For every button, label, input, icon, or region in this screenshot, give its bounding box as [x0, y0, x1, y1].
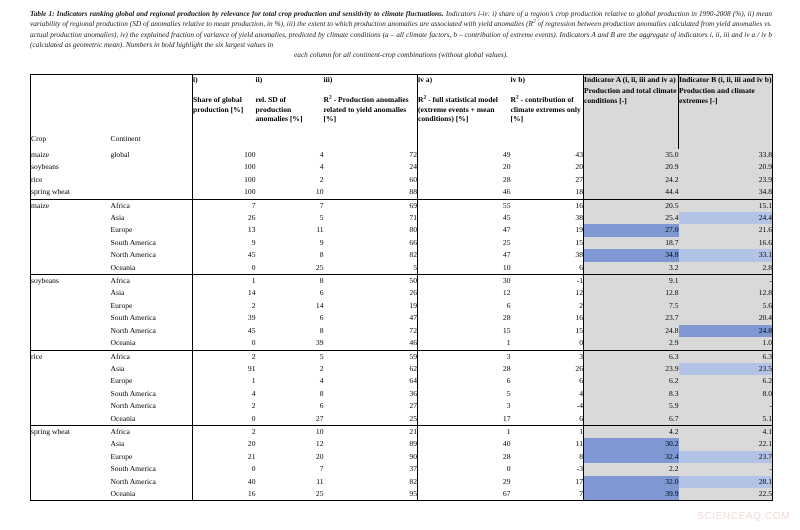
- cell-ii: 2: [319, 363, 324, 373]
- cell-B: 22.1: [679, 438, 773, 450]
- cell-i: 1: [193, 375, 256, 387]
- watermark: SCIENCEAQ.COM: [697, 511, 790, 522]
- cell-ivb: 1: [511, 425, 584, 438]
- cell-ii: 8: [319, 325, 324, 335]
- cell-iva: 6: [418, 300, 511, 312]
- cell-iii: 24: [409, 162, 417, 172]
- table-row: [31, 287, 773, 299]
- cell-ii: 2: [319, 174, 324, 184]
- header-col-i-text: Share of global production [%]: [193, 95, 244, 114]
- cell-iii: 60: [409, 174, 417, 184]
- header-col-iii-sup: 2: [328, 94, 332, 101]
- cell-A: 32.4: [584, 451, 679, 463]
- table-row: [31, 325, 773, 337]
- cell-ii: 20: [315, 451, 324, 461]
- header-col-iii-roman: iii): [323, 75, 333, 84]
- table-row: [31, 249, 773, 261]
- cell-continent: South America: [110, 313, 156, 323]
- cell-continent: Asia: [110, 213, 125, 223]
- cell-B: 34.8: [679, 186, 773, 199]
- table-row: [31, 312, 773, 324]
- cell-continent: Europe: [110, 376, 133, 386]
- cell-B: -: [679, 463, 773, 475]
- cell-ivb: 12: [575, 288, 583, 298]
- cell-B: 22.5: [679, 488, 773, 501]
- table-body: [31, 149, 773, 501]
- cell-iva: 67: [418, 488, 511, 501]
- cell-continent: South America: [110, 237, 156, 247]
- cell-iii: 36: [409, 388, 417, 398]
- cell-A: 25.4: [584, 212, 679, 224]
- cell-iva: 1: [418, 425, 511, 438]
- table-row: [31, 388, 773, 400]
- cell-iva: 29: [418, 476, 511, 488]
- caption-superscript-1: 2: [532, 18, 536, 25]
- cell-iii: 25: [409, 413, 417, 423]
- cell-iva: 55: [418, 199, 511, 212]
- cell-ivb: 20: [575, 162, 583, 172]
- table-row: [31, 149, 773, 161]
- cell-A: 23.7: [584, 312, 679, 324]
- cell-iii: 89: [409, 439, 417, 449]
- cell-ivb: 0: [579, 338, 583, 348]
- cell-A: 6.7: [584, 413, 679, 426]
- cell-B: -: [679, 275, 773, 288]
- cell-i: 40: [193, 476, 256, 488]
- cell-iii: 88: [409, 187, 417, 197]
- cell-iii: 71: [409, 213, 417, 223]
- cell-iva: 17: [418, 413, 511, 426]
- cell-B: 6.2: [679, 375, 773, 387]
- cell-i: 16: [193, 488, 256, 501]
- cell-ivb: 43: [575, 150, 583, 159]
- cell-continent: Africa: [111, 275, 193, 288]
- caption-body-1: Indicators i-iv: i) share of a region’s crop production relative to global production in 1990-2008 (%), ii) mean variability of regional production (SD of anomalies relative to mean production, in %), iii) the extent to which production anomalies are associated with yield anomalies (R: [30, 9, 772, 29]
- cell-iva: 28: [418, 451, 511, 463]
- cell-A: 8.3: [584, 388, 679, 400]
- indicators-table: [30, 74, 773, 501]
- header-col-i-roman: i): [193, 75, 198, 84]
- table-row: [31, 476, 773, 488]
- cell-ii: 4: [319, 376, 324, 386]
- table-row: [31, 451, 773, 463]
- cell-iva: 30: [418, 275, 511, 288]
- table-header: [31, 75, 773, 150]
- cell-ii: 10: [315, 187, 324, 197]
- cell-iva: 49: [418, 149, 511, 161]
- cell-iva: 10: [418, 262, 511, 275]
- cell-B: 8.0: [679, 388, 773, 400]
- cell-A: 9.1: [584, 275, 679, 288]
- cell-ivb: 17: [575, 476, 583, 486]
- cell-A: 30.2: [584, 438, 679, 450]
- cell-i: 0: [193, 463, 256, 475]
- cell-ii: 10: [256, 425, 324, 438]
- cell-continent: North America: [110, 476, 156, 486]
- cell-iva: 0: [418, 463, 511, 475]
- cell-crop: spring wheat: [31, 186, 111, 199]
- cell-ii: 25: [315, 262, 324, 272]
- table-row: [31, 363, 773, 375]
- cell-B: -: [679, 400, 773, 412]
- cell-ii: 5: [319, 213, 324, 223]
- header-col-ii-roman: ii): [255, 75, 263, 84]
- cell-i: 45: [193, 325, 256, 337]
- header-col-ivb-roman: iv b): [510, 75, 526, 84]
- cell-ivb: -1: [511, 275, 584, 288]
- cell-ivb: 3: [511, 350, 584, 363]
- cell-i: 26: [193, 212, 256, 224]
- header-col-indicator-a-text: Production and total climate conditions [-]: [584, 86, 677, 105]
- cell-A: 24.2: [584, 174, 679, 186]
- cell-i: 2: [193, 400, 256, 412]
- cell-B: 24.8: [679, 325, 773, 337]
- header-col-ii: [256, 75, 324, 150]
- cell-iii: 69: [324, 199, 418, 212]
- cell-i: 0: [193, 413, 256, 426]
- header-col-indicator-a-roman: Indicator A (i, ii, iii and iv a): [584, 75, 676, 84]
- header-row: [31, 75, 773, 150]
- caption-last-line: each column for all continent-crop combinations (without global values).: [294, 50, 508, 60]
- cell-ivb: 38: [575, 213, 583, 223]
- cell-ii: 11: [316, 225, 324, 235]
- table-row: [31, 300, 773, 312]
- table-caption: [30, 9, 772, 60]
- cell-ivb: -3: [576, 464, 583, 474]
- cell-iii: 19: [409, 300, 417, 310]
- cell-continent: North America: [110, 325, 156, 335]
- cell-continent: Africa: [111, 425, 193, 438]
- cell-ivb: 6: [579, 376, 583, 386]
- cell-ii: 8: [319, 250, 324, 260]
- cell-A: 12.8: [584, 287, 679, 299]
- cell-ii: 12: [315, 439, 324, 449]
- cell-iva: 25: [418, 237, 511, 249]
- table-row: [31, 337, 773, 350]
- cell-ivb: 11: [575, 439, 583, 449]
- cell-i: 2: [193, 350, 256, 363]
- indicators-table-wrapper: [30, 74, 772, 501]
- cell-iii: 80: [409, 225, 417, 235]
- cell-crop-group: rice: [31, 350, 111, 425]
- table-row: [31, 488, 773, 501]
- cell-B: 1.0: [679, 337, 773, 350]
- header-continent: Continent: [111, 75, 193, 150]
- cell-ii: 7: [256, 199, 324, 212]
- cell-A: 24.8: [584, 325, 679, 337]
- cell-ivb: 18: [575, 187, 583, 197]
- cell-A: 44.4: [584, 186, 679, 199]
- cell-crop: soybeans: [31, 161, 111, 173]
- cell-B: 2.8: [679, 262, 773, 275]
- cell-continent: North America: [110, 250, 156, 260]
- cell-B: 33.1: [679, 249, 773, 261]
- cell-continent-global: global: [110, 150, 130, 159]
- cell-B: 6.3: [679, 350, 773, 363]
- header-col-iva-sup: 2: [423, 94, 427, 101]
- cell-ivb: 16: [511, 199, 584, 212]
- cell-continent: South America: [110, 388, 156, 398]
- cell-B: 15.1: [679, 199, 773, 212]
- caption-lead: Table 1: Indicators ranking global and regional production by relevance for total crop production and sensitivity to climate fluctuations.: [30, 9, 444, 18]
- cell-continent: Africa: [111, 350, 193, 363]
- cell-B: 16.6: [679, 237, 773, 249]
- table-row: [31, 212, 773, 224]
- table-row: [31, 463, 773, 475]
- cell-A: 20.9: [584, 161, 679, 173]
- cell-continent: South America: [110, 464, 156, 474]
- cell-iii: 26: [409, 288, 417, 298]
- cell-iva: 45: [418, 212, 511, 224]
- cell-ii: 6: [319, 313, 324, 323]
- cell-iii: 37: [409, 464, 417, 474]
- header-col-indicator-b-roman: Indicator B (i, ii, iii and iv b): [679, 75, 772, 84]
- cell-iva: 6: [418, 375, 511, 387]
- table-row: [31, 413, 773, 426]
- cell-ivb: 15: [575, 237, 583, 247]
- cell-A: 5.9: [584, 400, 679, 412]
- cell-iii: 50: [324, 275, 418, 288]
- cell-A: 2.9: [584, 337, 679, 350]
- cell-ii: 4: [319, 162, 324, 172]
- cell-iva: 3: [418, 350, 511, 363]
- table-row: [31, 425, 773, 438]
- cell-iva: 28: [418, 363, 511, 375]
- cell-A: 18.7: [584, 237, 679, 249]
- cell-ivb: 2: [579, 300, 583, 310]
- cell-ii: 7: [319, 464, 324, 474]
- cell-ivb: 38: [575, 250, 583, 260]
- cell-iva: 40: [418, 438, 511, 450]
- cell-B: 4.1: [679, 425, 773, 438]
- cell-i: 100: [193, 186, 256, 199]
- cell-iii: 82: [409, 476, 417, 486]
- cell-ii: 9: [319, 237, 324, 247]
- cell-i: 7: [193, 199, 256, 212]
- cell-ivb: 15: [575, 325, 583, 335]
- table-row: [31, 237, 773, 249]
- cell-iva: 47: [418, 249, 511, 261]
- cell-iii: 66: [409, 237, 417, 247]
- cell-B: 24.4: [679, 212, 773, 224]
- table-row: [31, 224, 773, 236]
- header-col-ivb-sup: 2: [515, 94, 519, 101]
- cell-ivb: 7: [511, 488, 584, 501]
- header-col-indicator-a: [584, 75, 679, 150]
- cell-continent: Europe: [110, 225, 133, 235]
- cell-ii: 14: [315, 300, 324, 310]
- cell-ii: 25: [256, 488, 324, 501]
- cell-iii: 5: [413, 262, 417, 272]
- cell-ii: 6: [319, 401, 324, 411]
- cell-ivb: 4: [579, 388, 583, 398]
- cell-ii: 8: [256, 275, 324, 288]
- cell-iva: 28: [418, 312, 511, 324]
- cell-iva: 12: [418, 287, 511, 299]
- table-row: [31, 438, 773, 450]
- cell-iii: 64: [409, 376, 417, 386]
- cell-continent: Asia: [110, 363, 125, 373]
- table-row: [31, 275, 773, 288]
- cell-ii: 4: [319, 150, 324, 159]
- cell-iii: 59: [324, 350, 418, 363]
- header-col-iva-roman: iv a): [418, 75, 433, 84]
- table-row: [31, 262, 773, 275]
- cell-iva: 1: [418, 337, 511, 350]
- cell-A: 3.2: [584, 262, 679, 275]
- cell-iva: 20: [418, 161, 511, 173]
- cell-iii: 46: [409, 338, 417, 348]
- cell-A: 20.5: [584, 199, 679, 212]
- cell-iii: 82: [409, 250, 417, 260]
- cell-B: 5.1: [679, 413, 773, 426]
- header-col-iva: [418, 75, 511, 150]
- cell-i: 21: [193, 451, 256, 463]
- cell-A: 27.0: [584, 224, 679, 236]
- header-col-ii-text: rel. SD of production anomalies [%]: [255, 95, 303, 124]
- cell-ivb: 16: [575, 313, 583, 323]
- cell-i: 100: [193, 174, 256, 186]
- cell-continent: Oceania: [111, 488, 193, 501]
- header-col-indicator-b: [679, 75, 773, 150]
- cell-B: 23.9: [679, 174, 773, 186]
- cell-B: 5.6: [679, 300, 773, 312]
- cell-i: 100: [193, 149, 256, 161]
- cell-ivb: 27: [575, 174, 583, 184]
- cell-i: 45: [193, 249, 256, 261]
- cell-i: 91: [193, 363, 256, 375]
- cell-ii: 6: [319, 288, 324, 298]
- cell-iva: 28: [418, 174, 511, 186]
- cell-A: 6.3: [584, 350, 679, 363]
- cell-continent: North America: [110, 401, 156, 411]
- cell-A: 7.5: [584, 300, 679, 312]
- caption-body-2: of regression between production anomalies calculated from yield anomalies vs. actual production anomalies), iv) the explained fraction of variance of yield anomalies, predicted by climate conditions (a – all climate factors, b – contribution of extreme events). Indicators A and B are the aggregate of indicators i, ii, iii and iv a / iv b (calculated as geometric mean). Numbers in bold highlight the six largest values in: [30, 19, 773, 49]
- table-row: [31, 400, 773, 412]
- cell-ivb: -4: [576, 401, 583, 411]
- cell-ivb: 6: [579, 413, 583, 423]
- cell-iii: 72: [409, 325, 417, 335]
- cell-i: 20: [193, 438, 256, 450]
- cell-B: 20.4: [679, 312, 773, 324]
- header-crop: Crop: [31, 75, 111, 150]
- cell-ii: 11: [316, 476, 324, 486]
- cell-B: 28.1: [679, 476, 773, 488]
- cell-iva: 47: [418, 224, 511, 236]
- cell-i: 4: [193, 388, 256, 400]
- cell-B: 21.6: [679, 224, 773, 236]
- cell-iii: 27: [409, 401, 417, 411]
- cell-crop-group: soybeans: [31, 275, 111, 350]
- header-col-ivb: [511, 75, 584, 150]
- cell-i: 2: [193, 425, 256, 438]
- cell-i: 13: [193, 224, 256, 236]
- header-col-i: [193, 75, 256, 150]
- cell-ii: 27: [315, 413, 324, 423]
- cell-A: 34.8: [584, 249, 679, 261]
- header-col-iii: [324, 75, 418, 150]
- cell-i: 39: [193, 312, 256, 324]
- cell-B: 23.7: [679, 451, 773, 463]
- table-row: [31, 350, 773, 363]
- cell-iii: 72: [409, 150, 417, 159]
- cell-iva: 15: [418, 325, 511, 337]
- cell-iii: 62: [409, 363, 417, 373]
- cell-i: 14: [193, 287, 256, 299]
- table-row: [31, 199, 773, 212]
- header-col-indicator-b-text: Production and climate extremes [-]: [679, 86, 755, 105]
- cell-continent: Europe: [110, 300, 133, 310]
- cell-i: 0: [193, 337, 256, 350]
- cell-A: 4.2: [584, 425, 679, 438]
- cell-continent: Europe: [110, 451, 133, 461]
- cell-continent: Oceania: [110, 338, 136, 348]
- cell-ii: 8: [319, 388, 324, 398]
- cell-crop-group: maize: [31, 199, 111, 274]
- cell-A: 35.0: [584, 149, 679, 161]
- cell-continent: Asia: [110, 439, 125, 449]
- cell-crop: maize: [31, 149, 111, 161]
- cell-ii: 39: [315, 338, 324, 348]
- cell-A: 32.0: [584, 476, 679, 488]
- cell-ivb: 6: [579, 262, 583, 272]
- cell-iii: 95: [324, 488, 418, 501]
- header-col-ivb-text: $R^2$ - contribution of climate extremes only [%]: [510, 94, 581, 124]
- header-col-iva-text: $R^2$ - full statistical model (extreme events + mean conditions) [%]: [418, 94, 498, 124]
- cell-iii: 47: [409, 313, 417, 323]
- cell-iva: 3: [418, 400, 511, 412]
- cell-B: 33.8: [679, 149, 773, 161]
- cell-B: 12.8: [679, 287, 773, 299]
- cell-i: 2: [193, 300, 256, 312]
- cell-iva: 5: [418, 388, 511, 400]
- cell-i: 9: [193, 237, 256, 249]
- cell-A: 23.9: [584, 363, 679, 375]
- cell-iii: 90: [409, 451, 417, 461]
- cell-continent: Oceania: [110, 262, 136, 272]
- cell-A: 39.9: [584, 488, 679, 501]
- cell-crop: rice: [31, 174, 111, 186]
- cell-ii: 5: [256, 350, 324, 363]
- cell-ivb: 19: [575, 225, 583, 235]
- cell-i: 0: [193, 262, 256, 275]
- header-col-iii-text: $R^2$ - Production anomalies related to yield anomalies [%]: [323, 94, 409, 124]
- cell-iva: 46: [418, 186, 511, 199]
- cell-continent: Oceania: [110, 413, 136, 423]
- table-row: [31, 375, 773, 387]
- cell-ivb: 26: [575, 363, 583, 373]
- cell-i: 1: [193, 275, 256, 288]
- cell-crop-group: spring wheat: [31, 425, 111, 500]
- cell-B: 23.5: [679, 363, 773, 375]
- cell-B: 20.9: [679, 161, 773, 173]
- cell-continent: Africa: [111, 199, 193, 212]
- cell-i: 100: [193, 161, 256, 173]
- cell-iii: 21: [324, 425, 418, 438]
- cell-A: 6.2: [584, 375, 679, 387]
- cell-continent: Asia: [110, 288, 125, 298]
- cell-ivb: 8: [579, 451, 583, 461]
- cell-A: 2.2: [584, 463, 679, 475]
